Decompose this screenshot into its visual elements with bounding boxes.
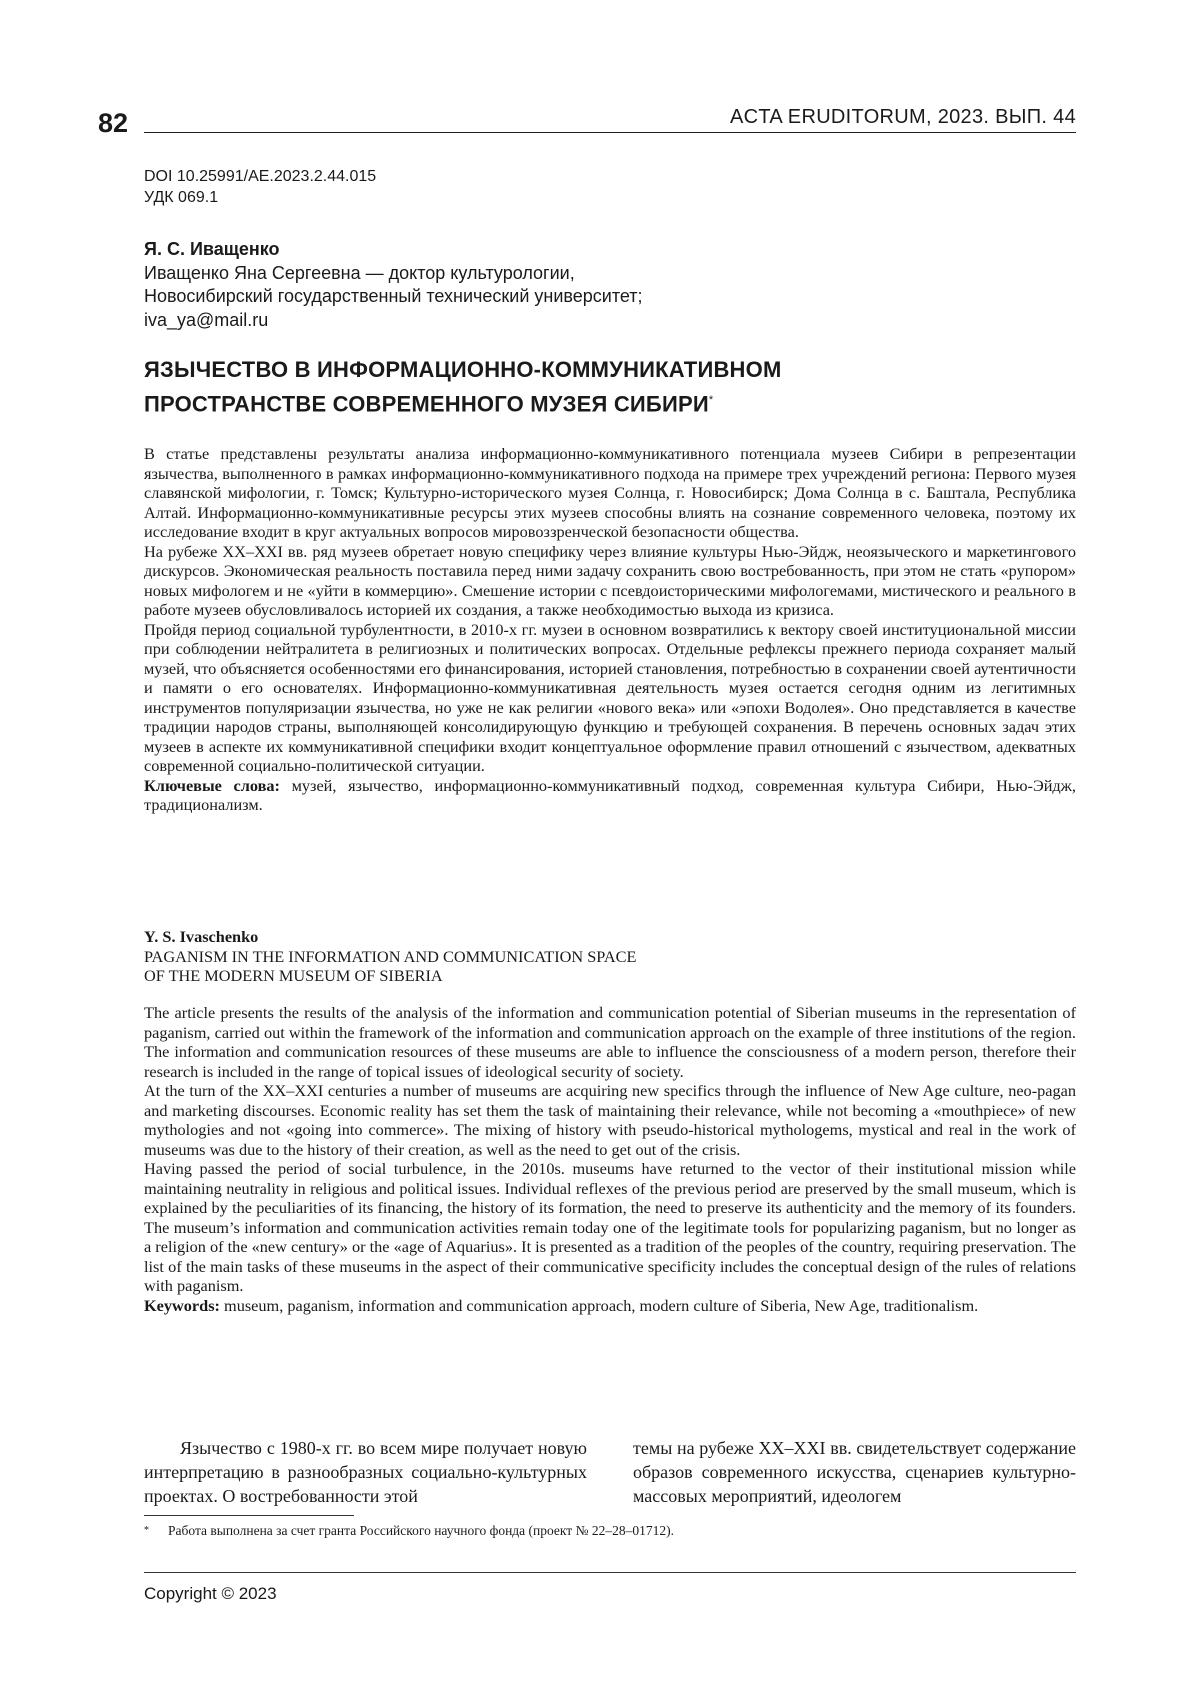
abstract-ru (144, 444, 1076, 815)
page-number: 82 (98, 108, 129, 138)
title-en-line-2: OF THE MODERN MUSEUM OF SIBERIA (144, 966, 443, 985)
english-title-block (144, 927, 1076, 986)
keywords-ru-text: музей, язычество, информационно-коммуникативный подход, современная культура Сибири, Нью-Эйдж, традиционализм. (144, 775, 1077, 814)
keywords-en-label: Keywords: (144, 1295, 220, 1315)
title-en-line-1: PAGANISM IN THE INFORMATION AND COMMUNICATION SPACE (144, 946, 637, 966)
copyright: Copyright © 2023 (144, 1584, 277, 1603)
udk: УДК 069.1 (144, 189, 219, 206)
article-meta (144, 166, 376, 208)
abstract-ru-paragraph-1: В статье представлены результаты анализа информационно-коммуникативного потенциала музеев Сибири в репрезентации язычества, выполненного в рамках информационно-коммуникативного подхода на примере трех учреждений региона: Первого музея славянской мифологии, г. Томск; Культурно-исторического музея Солнца, г. Новосибирск; Дома Солнца в с. Баштала, Республика Алтай. Информационно-коммуникативные ресурсы этих музеев способны влиять на сознание современного человека, поэтому их исследование входит в круг актуальных вопросов мировоззренческой безопасности общества. (144, 444, 1076, 541)
title-ru-line-1: ЯЗЫЧЕСТВО В ИНФОРМАЦИОННО-КОММУНИКАТИВНОМ (144, 357, 782, 382)
doi: DOI 10.25991/AE.2023.2.44.015 (144, 168, 377, 185)
title-footnote-mark: * (708, 394, 714, 406)
keywords-ru-label: Ключевые слова: (144, 775, 280, 795)
author-affiliation: Новосибирский государственный технический университет; (144, 286, 643, 306)
abstract-en-paragraph-1: The article presents the results of the analysis of the information and communication potential of Siberian museums in the representation of paganism, carried out within the framework of the information and communication approach on the example of three institutions of the region. The information and communication resources of these museums are able to influence the consciousness of a modern person, therefore their research is included in the range of topical issues of ideological security of society. (144, 1003, 1076, 1081)
abstract-ru-paragraph-2: На рубеже XX–XXI вв. ряд музеев обретает новую специфику через влияние культуры Нью-Эйдж, неоязыческого и маркетингового дискурсов. Экономическая реальность поставила перед ними задачу сохранить свою востребованность, при этом не стать «рупором» новых мифологем и не «уйти в коммерцию». Смешение истории с псевдоисторическими мифологемами, мистического и реального в работе музеев обусловливалось историей их создания, а также необходимостью выхода из кризиса. (144, 541, 1076, 619)
footnote-rule (144, 1515, 354, 1516)
body-column-left: Язычество с 1980-х гг. во всем мире получает новую интерпретацию в разнообразных социально-культурных проектах. О востребованности этой (144, 1438, 587, 1506)
footnote-mark: * (144, 1525, 149, 1536)
footer-rule (144, 1572, 1076, 1573)
author-full-name: Иващенко Яна Сергеевна — доктор культурологии, (144, 262, 575, 283)
keywords-ru (144, 776, 1076, 815)
abstract-ru-paragraph-3: Пройдя период социальной турбулентности, в 2010-х гг. музеи в основном возвратились к вектору своей институциональной миссии при соблюдении нейтралитета в религиозных и политических вопросах. Отдельные рефлексы прежнего периода сохраняет малый музей, что объясняется особенностями его финансирования, историей становления, потребностью в сохранении своей аутентичности и памяти о его основателях. Информационно-коммуникативная деятельность музея остается сегодня одним из легитимных инструментов популяризации язычества, но уже не как религии «нового века» или «эпохи Водолея». Оно представляется в качестве традиции народов страны, выполняющей консолидирующую функцию и требующей сохранения. В перечень основных задач этих музеев в аспекте их коммуникативной специфики входит концептуальное оформление правил отношений с язычеством, адекватных современной социально-политической ситуации. (144, 619, 1076, 775)
author-short-name: Я. С. Иващенко (144, 239, 280, 259)
running-head: ACTA ERUDITORUM, 2023. ВЫП. 44 (730, 106, 1076, 128)
body-text (144, 1436, 1076, 1508)
abstract-en-paragraph-3: Having passed the period of social turbulence, in the 2010s. museums have returned to the vector of their institutional mission while maintaining neutrality in religious and political issues. Individual reflexes of the previous period are preserved by the small museum, which is explained by the peculiarities of its financing, the history of its formation, the need to preserve its authenticity and the memory of its founders. The museum’s information and communication activities remain today one of the legitimate tools for popularizing paganism, but no longer as a religion of the «new century» or the «age of Aquarius». It is presented as a tradition of the peoples of the country, requiring preservation. The list of the main tasks of these museums in the aspect of their communicative specificity includes the conceptual design of the rules of relations with paganism. (144, 1159, 1076, 1295)
author-block (144, 238, 1076, 332)
article-title-ru (144, 355, 904, 419)
title-ru-line-2: ПРОСТРАНСТВЕ СОВРЕМЕННОГО МУЗЕЯ СИБИРИ (144, 391, 709, 417)
abstract-en-paragraph-2: At the turn of the XX–XXI centuries a number of museums are acquiring new specifics through the influence of New Age culture, neo-pagan and marketing discourses. Economic reality has set them the task of maintaining their relevance, while not becoming a «mouthpiece» of new mythologies and not «going into commerce». The mixing of history with pseudo-historical mythologems, mystical and real in the work of museums was due to the history of their creation, as well as the need to get out of the crisis. (144, 1081, 1076, 1159)
author-en: Y. S. Ivaschenko (144, 927, 259, 946)
header-rule (144, 132, 1076, 133)
keywords-en-text: museum, paganism, information and communication approach, modern culture of Siberia, New Age, traditionalism. (219, 1295, 979, 1315)
footnote (144, 1522, 674, 1540)
footnote-text: Работа выполнена за счет гранта Российского научного фонда (проект № 22–28–01712). (168, 1523, 674, 1538)
body-column-right: темы на рубеже XX–XXI вв. свидетельствует содержание образов современного искусства, сценариев культурно-массовых мероприятий, идеологем (633, 1438, 1076, 1506)
keywords-en (144, 1296, 1076, 1316)
abstract-en (144, 1003, 1076, 1315)
author-email: iva_ya@mail.ru (144, 309, 269, 330)
